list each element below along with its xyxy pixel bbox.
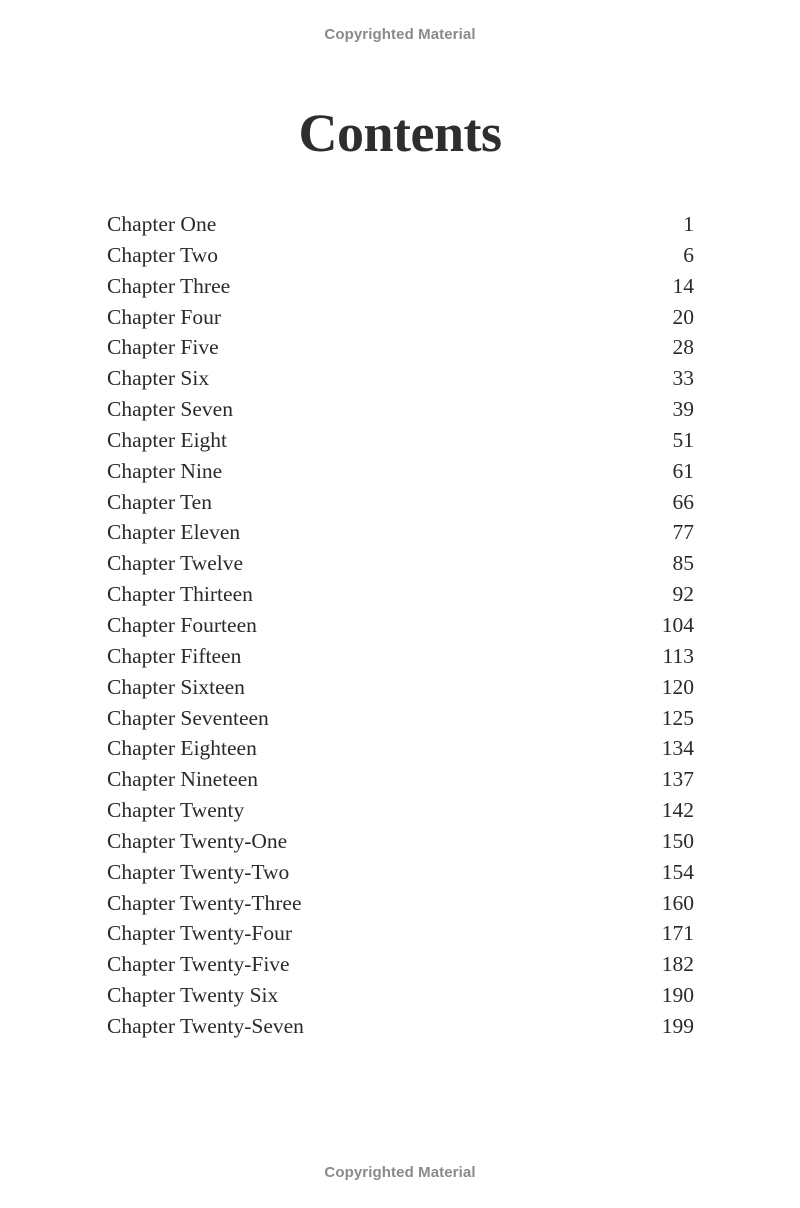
toc-entry[interactable] (107, 209, 694, 240)
toc-entry[interactable] (107, 918, 694, 949)
toc-entry[interactable] (107, 425, 694, 456)
toc-entry[interactable] (107, 857, 694, 888)
toc-page-number: 77 (672, 520, 694, 545)
toc-entry[interactable] (107, 826, 694, 857)
toc-entry[interactable] (107, 888, 694, 919)
toc-chapter-title: Chapter Six (107, 366, 210, 391)
toc-entry[interactable] (107, 394, 694, 425)
toc-entry[interactable] (107, 548, 694, 579)
toc-page-number: 142 (661, 798, 694, 823)
toc-chapter-title: Chapter Five (107, 335, 219, 360)
toc-chapter-title: Chapter Nine (107, 458, 223, 483)
toc-page-number: 182 (661, 952, 694, 977)
toc-page-number: 134 (661, 736, 694, 761)
toc-chapter-title: Chapter Fifteen (107, 643, 242, 668)
toc-page-number: 137 (661, 767, 694, 792)
toc-chapter-title: Chapter Ten (107, 489, 212, 514)
toc-entry[interactable] (107, 795, 694, 826)
toc-chapter-title: Chapter Twenty-Seven (107, 1013, 304, 1038)
toc-page-number: 61 (672, 458, 694, 483)
toc-entry[interactable] (107, 271, 694, 302)
toc-entry[interactable] (107, 1011, 694, 1042)
toc-entry[interactable] (107, 332, 694, 363)
toc-page-number: 125 (661, 705, 694, 730)
toc-entry[interactable] (107, 240, 694, 271)
toc-chapter-title: Chapter Eight (107, 427, 228, 452)
toc-page-number: 150 (661, 828, 694, 853)
toc-entry[interactable] (107, 579, 694, 610)
toc-page-number: 120 (661, 674, 694, 699)
toc-entry[interactable] (107, 641, 694, 672)
toc-page-number: 154 (661, 859, 694, 884)
toc-chapter-title: Chapter Three (107, 273, 231, 298)
toc-page-number: 28 (672, 335, 694, 360)
toc-entry[interactable] (107, 764, 694, 795)
toc-page-number: 20 (672, 304, 694, 329)
toc-entry[interactable] (107, 517, 694, 548)
copyright-watermark-bottom: Copyrighted Material (324, 1164, 476, 1181)
toc-chapter-title: Chapter Twenty-Three (107, 890, 302, 915)
toc-chapter-title: Chapter Nineteen (107, 767, 259, 792)
toc-chapter-title: Chapter Eighteen (107, 736, 257, 761)
toc-entry[interactable] (107, 487, 694, 518)
toc-chapter-title: Chapter Seven (107, 397, 233, 422)
toc-page-number: 14 (672, 273, 694, 298)
toc-entry[interactable] (107, 363, 694, 394)
toc-entry[interactable] (107, 733, 694, 764)
toc-page-number: 51 (672, 427, 694, 452)
toc-page-number: 33 (672, 366, 694, 391)
toc-page-number: 113 (662, 643, 694, 668)
toc-chapter-title: Chapter Sixteen (107, 674, 245, 699)
toc-chapter-title: Chapter Twenty-Four (107, 921, 292, 946)
page-title: Contents (298, 103, 502, 163)
toc-chapter-title: Chapter Four (107, 304, 222, 329)
toc-page-number: 199 (661, 1013, 694, 1038)
toc-entry[interactable] (107, 456, 694, 487)
toc-chapter-title: Chapter Twenty-Five (107, 952, 290, 977)
toc-chapter-title: Chapter Twelve (107, 551, 244, 576)
toc-chapter-title: Chapter Eleven (107, 520, 241, 545)
toc-chapter-title: Chapter Twenty (107, 798, 245, 823)
toc-chapter-title: Chapter Twenty-Two (107, 859, 290, 884)
toc-page-number: 160 (661, 890, 694, 915)
toc-entry[interactable] (107, 949, 694, 980)
toc-page-number: 39 (672, 397, 694, 422)
copyright-watermark-top: Copyrighted Material (324, 26, 476, 43)
toc-chapter-title: Chapter Thirteen (107, 582, 253, 607)
toc-entry[interactable] (107, 302, 694, 333)
toc-chapter-title: Chapter Seventeen (107, 705, 269, 730)
toc-entry[interactable] (107, 980, 694, 1011)
toc-chapter-title: Chapter Twenty Six (107, 983, 279, 1008)
toc-page-number: 1 (683, 212, 694, 236)
toc-chapter-title: Chapter Fourteen (107, 612, 257, 637)
toc-page-number: 190 (661, 983, 694, 1008)
toc-entry[interactable] (107, 672, 694, 703)
toc-page-number: 85 (672, 551, 694, 576)
table-of-contents (107, 209, 694, 1042)
toc-page-number: 66 (672, 489, 694, 514)
toc-entry[interactable] (107, 703, 694, 734)
toc-entry[interactable] (107, 610, 694, 641)
toc-chapter-title: Chapter Twenty-One (107, 828, 288, 853)
toc-page-number: 92 (672, 582, 694, 607)
toc-page-number: 6 (683, 242, 694, 267)
toc-chapter-title: Chapter One (107, 212, 217, 236)
toc-chapter-title: Chapter Two (107, 242, 218, 267)
toc-page-number: 171 (661, 921, 694, 946)
toc-page-number: 104 (661, 612, 694, 637)
